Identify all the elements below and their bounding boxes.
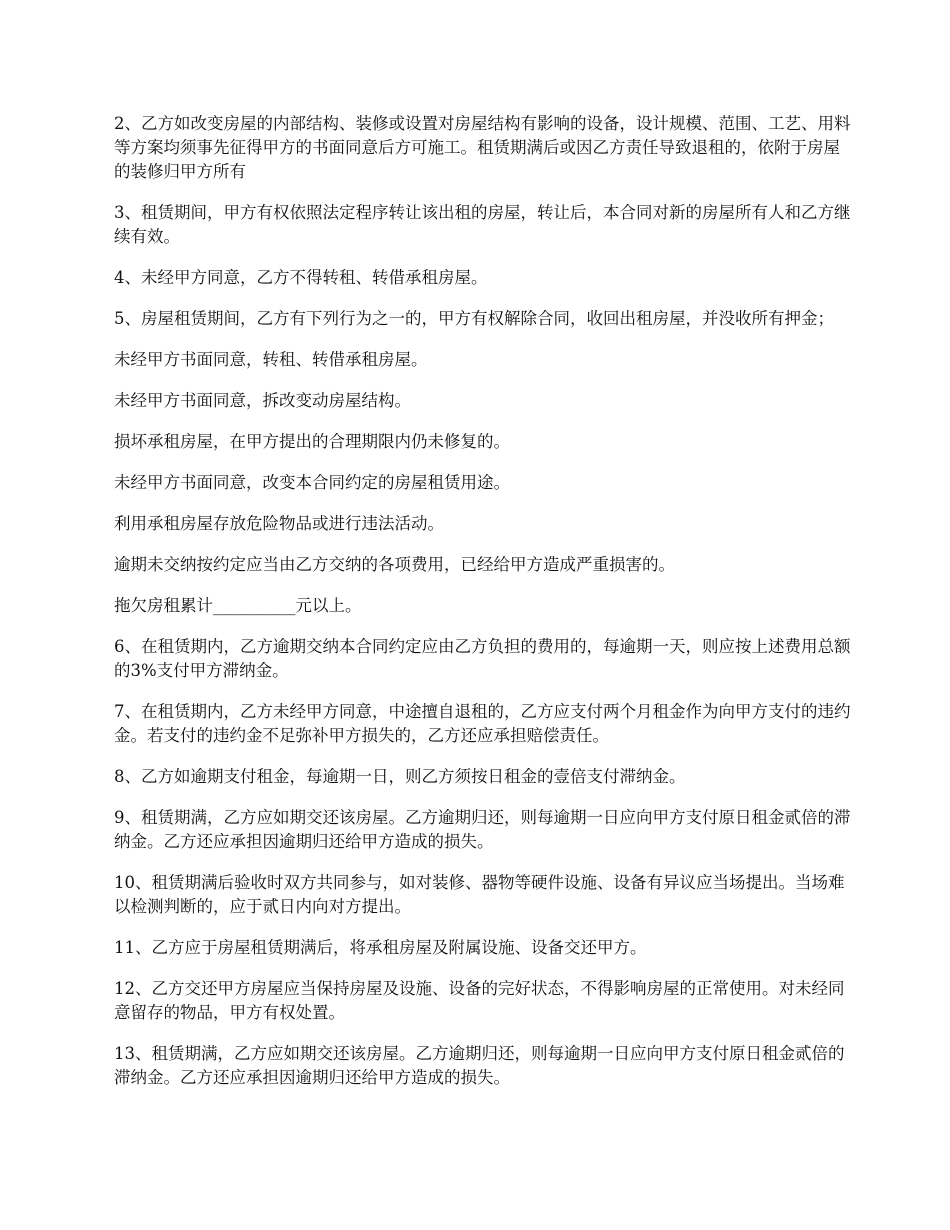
clause-5: 5、房屋租赁期间，乙方有下列行为之一的，甲方有权解除合同，收回出租房屋，并没收所有押金；	[114, 309, 834, 328]
clause-13: 13、租赁期满，乙方应如期交还该房屋。乙方逾期归还，则每逾期一日应向甲方支付原日租金贰倍的滞纳金。乙方还应承担因逾期归还给甲方造成的损失。	[114, 1044, 845, 1087]
clause-7: 7、在租赁期内，乙方未经甲方同意，中途擅自退租的，乙方应支付两个月租金作为向甲方支付的违约金。若支付的违约金不足弥补甲方损失的，乙方还应承担赔偿责任。	[114, 702, 851, 745]
clause-5-item-4: 未经甲方书面同意，改变本合同约定的房屋租赁用途。	[114, 473, 510, 492]
clause-2: 2、乙方如改变房屋的内部结构、装修或设置对房屋结构有影响的设备，设计规模、范围、工艺、用料等方案均须事先征得甲方的书面同意后方可施工。租赁期满后或因乙方责任导致退租的，依附于房屋的装修归甲方所有	[114, 114, 851, 181]
clause-12: 12、乙方交还甲方房屋应当保持房屋及设施、设备的完好状态，不得影响房屋的正常使用。对未经同意留存的物品，甲方有权处置。	[114, 979, 845, 1022]
clause-10: 10、租赁期满后验收时双方共同参与，如对装修、器物等硬件设施、设备有异议应当场提出。当场难以检测判断的，应于贰日内向对方提出。	[114, 873, 845, 916]
clause-5-item-7: 拖欠房租累计__________元以上。	[114, 596, 362, 615]
clause-5-item-3: 损坏承租房屋，在甲方提出的合理期限内仍未修复的。	[114, 432, 510, 451]
clause-5-item-6: 逾期未交纳按约定应当由乙方交纳的各项费用，已经给甲方造成严重损害的。	[114, 555, 675, 574]
clause-5-item-1: 未经甲方书面同意，转租、转借承租房屋。	[114, 350, 428, 369]
clause-5-item-5: 利用承租房屋存放危险物品或进行违法活动。	[114, 514, 444, 533]
clause-11: 11、乙方应于房屋租赁期满后，将承租房屋及附属设施、设备交还甲方。	[114, 938, 647, 957]
clause-3: 3、租赁期间，甲方有权依照法定程序转让该出租的房屋，转让后，本合同对新的房屋所有人和乙方继续有效。	[114, 203, 851, 246]
clause-5-item-2: 未经甲方书面同意，拆改变动房屋结构。	[114, 391, 411, 410]
clause-8: 8、乙方如逾期支付租金，每逾期一日，则乙方须按日租金的壹倍支付滞纳金。	[114, 767, 686, 786]
document-body	[114, 112, 854, 1107]
clause-6: 6、在租赁期内，乙方逾期交纳本合同约定应由乙方负担的费用的，每逾期一天，则应按上述费用总额的3%支付甲方滞纳金。	[114, 637, 851, 680]
clause-4: 4、未经甲方同意，乙方不得转租、转借承租房屋。	[114, 268, 488, 287]
clause-9: 9、租赁期满，乙方应如期交还该房屋。乙方逾期归还，则每逾期一日应向甲方支付原日租金贰倍的滞纳金。乙方还应承担因逾期归还给甲方造成的损失。	[114, 808, 851, 851]
